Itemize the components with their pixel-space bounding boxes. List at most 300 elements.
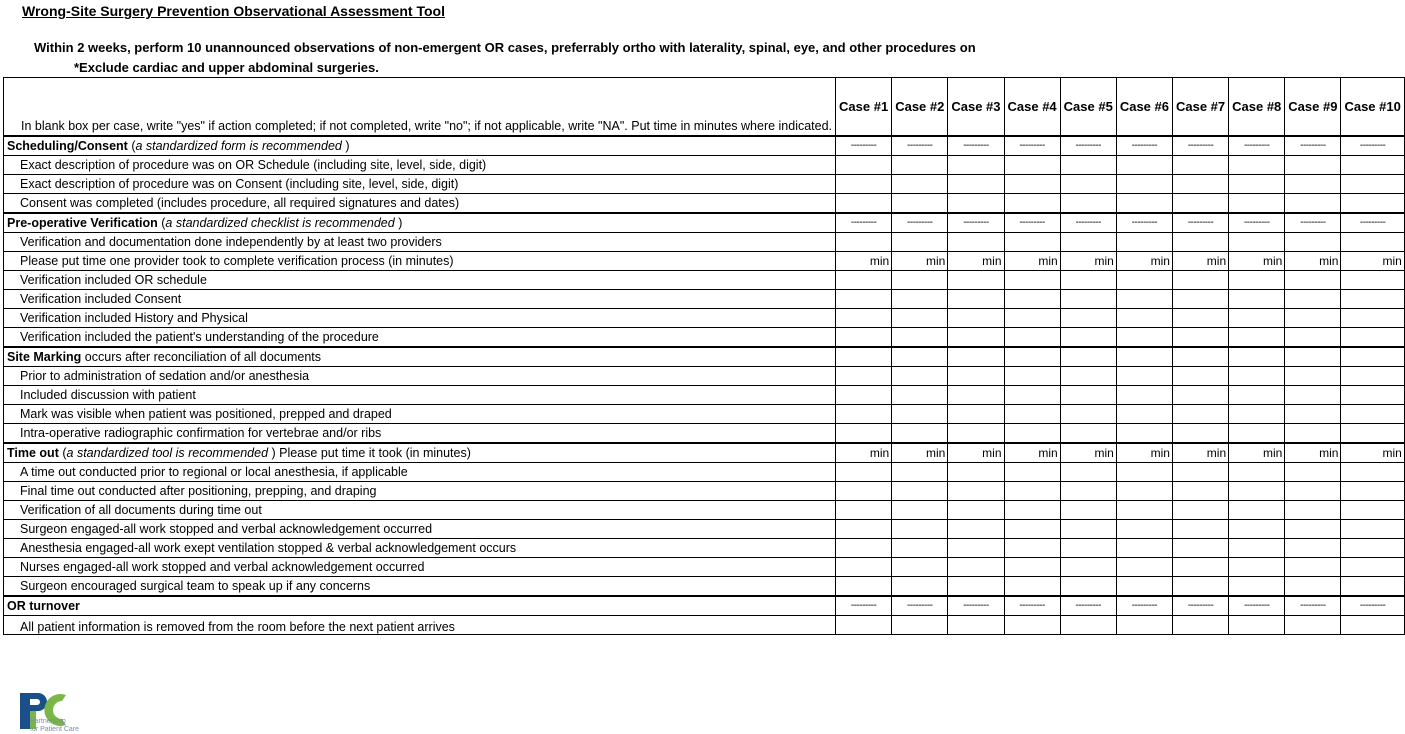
blank-case-cell[interactable]: [1060, 327, 1116, 347]
blank-case-cell[interactable]: [892, 155, 948, 174]
blank-case-cell[interactable]: [1172, 327, 1228, 347]
blank-case-cell[interactable]: [1229, 481, 1285, 500]
item-label: Anesthesia engaged-all work exept ventilation stopped & verbal acknowledgement occurs: [4, 538, 836, 557]
dash-cell: ---------: [1004, 136, 1060, 156]
blank-case-cell[interactable]: [836, 615, 892, 634]
blank-case-cell[interactable]: [948, 174, 1004, 193]
blank-case-cell[interactable]: [1229, 232, 1285, 251]
dash-cell: ---------: [1116, 136, 1172, 156]
blank-case-cell[interactable]: [1229, 557, 1285, 576]
blank-case-cell[interactable]: [948, 347, 1004, 367]
dash-cell: ---------: [1172, 136, 1228, 156]
blank-case-cell[interactable]: [892, 404, 948, 423]
blank-case-cell[interactable]: [1229, 423, 1285, 443]
blank-case-cell[interactable]: [1285, 155, 1341, 174]
logo-text: [30, 718, 79, 734]
blank-case-cell[interactable]: [1229, 404, 1285, 423]
section-note-open: (: [62, 445, 67, 460]
dash-cell: ---------: [1172, 213, 1228, 233]
blank-case-cell[interactable]: [1229, 289, 1285, 308]
blank-case-cell[interactable]: [1285, 385, 1341, 404]
blank-case-cell[interactable]: [1060, 538, 1116, 557]
logo-line-1: Partnership: [30, 718, 66, 725]
blank-case-cell[interactable]: [1341, 347, 1404, 367]
blank-case-cell[interactable]: [1285, 366, 1341, 385]
blank-case-cell[interactable]: [892, 462, 948, 481]
blank-case-cell[interactable]: [1004, 366, 1060, 385]
blank-case-cell[interactable]: [1004, 155, 1060, 174]
blank-case-cell[interactable]: [1285, 289, 1341, 308]
blank-case-cell[interactable]: [1172, 366, 1228, 385]
blank-case-cell[interactable]: [1172, 423, 1228, 443]
blank-case-cell[interactable]: [1172, 289, 1228, 308]
blank-case-cell[interactable]: [836, 385, 892, 404]
min-cell: min: [1341, 443, 1404, 463]
min-cell: min: [1172, 251, 1228, 270]
blank-case-cell[interactable]: [836, 366, 892, 385]
item-label: Surgeon encouraged surgical team to speak up if any concerns: [4, 576, 836, 596]
blank-case-cell[interactable]: [836, 327, 892, 347]
blank-case-cell[interactable]: [1285, 270, 1341, 289]
blank-case-cell[interactable]: [1060, 270, 1116, 289]
dash-cell: ---------: [948, 596, 1004, 616]
blank-case-cell[interactable]: [1285, 347, 1341, 367]
blank-case-cell[interactable]: [1229, 193, 1285, 213]
blank-case-cell[interactable]: [1172, 232, 1228, 251]
blank-case-cell[interactable]: [948, 557, 1004, 576]
blank-case-cell[interactable]: [948, 385, 1004, 404]
blank-case-cell[interactable]: [1004, 500, 1060, 519]
blank-case-cell[interactable]: [1116, 462, 1172, 481]
blank-case-cell[interactable]: [836, 557, 892, 576]
item-row: [4, 155, 1405, 174]
section-note-close: ) Please put time it took (in minutes): [271, 445, 471, 460]
item-row: [4, 576, 1405, 596]
blank-case-cell[interactable]: [1341, 500, 1404, 519]
blank-case-cell[interactable]: [1341, 615, 1404, 634]
blank-case-cell[interactable]: [1116, 519, 1172, 538]
section-title-cell: [4, 136, 836, 156]
blank-case-cell[interactable]: [1116, 481, 1172, 500]
dash-cell: ---------: [948, 213, 1004, 233]
blank-case-cell[interactable]: [1060, 462, 1116, 481]
blank-case-cell[interactable]: [1004, 289, 1060, 308]
blank-case-cell[interactable]: [1116, 232, 1172, 251]
blank-case-cell[interactable]: [1060, 519, 1116, 538]
blank-case-cell[interactable]: [1004, 557, 1060, 576]
blank-case-cell[interactable]: [1229, 308, 1285, 327]
dash-cell: ---------: [1060, 213, 1116, 233]
dash-cell: ---------: [1004, 213, 1060, 233]
blank-case-cell[interactable]: [1060, 289, 1116, 308]
blank-case-cell[interactable]: [1060, 193, 1116, 213]
blank-case-cell[interactable]: [892, 327, 948, 347]
blank-case-cell[interactable]: [1060, 366, 1116, 385]
blank-case-cell[interactable]: [1116, 174, 1172, 193]
dash-cell: ---------: [836, 596, 892, 616]
blank-case-cell[interactable]: [836, 576, 892, 596]
case-header: Case #9: [1285, 78, 1341, 136]
dash-cell: ---------: [1060, 136, 1116, 156]
blank-case-cell[interactable]: [1060, 385, 1116, 404]
item-row: [4, 193, 1405, 213]
blank-case-cell[interactable]: [1116, 423, 1172, 443]
section-row-marking: [4, 347, 1405, 367]
blank-case-cell[interactable]: [1116, 615, 1172, 634]
blank-case-cell[interactable]: [1116, 404, 1172, 423]
blank-case-cell[interactable]: [1229, 174, 1285, 193]
case-header: Case #10: [1341, 78, 1404, 136]
case-header: Case #1: [836, 78, 892, 136]
item-label: Included discussion with patient: [4, 385, 836, 404]
blank-case-cell[interactable]: [1341, 270, 1404, 289]
item-label: Final time out conducted after positioning, prepping, and draping: [4, 481, 836, 500]
blank-case-cell[interactable]: [1341, 404, 1404, 423]
blank-case-cell[interactable]: [1060, 174, 1116, 193]
blank-case-cell[interactable]: [1341, 289, 1404, 308]
blank-case-cell[interactable]: [1172, 500, 1228, 519]
dash-cell: ---------: [1285, 213, 1341, 233]
blank-case-cell[interactable]: [1116, 576, 1172, 596]
blank-case-cell[interactable]: [1172, 193, 1228, 213]
min-cell: min: [1116, 443, 1172, 463]
min-cell: min: [948, 251, 1004, 270]
blank-case-cell[interactable]: [1172, 481, 1228, 500]
blank-case-cell[interactable]: [892, 500, 948, 519]
min-cell: min: [1060, 251, 1116, 270]
blank-case-cell[interactable]: [948, 155, 1004, 174]
blank-case-cell[interactable]: [1341, 308, 1404, 327]
item-row: [4, 500, 1405, 519]
blank-case-cell[interactable]: [1285, 615, 1341, 634]
blank-case-cell[interactable]: [892, 270, 948, 289]
blank-case-cell[interactable]: [1229, 462, 1285, 481]
blank-case-cell[interactable]: [1004, 615, 1060, 634]
blank-case-cell[interactable]: [1341, 538, 1404, 557]
blank-case-cell[interactable]: [1341, 462, 1404, 481]
blank-case-cell[interactable]: [892, 289, 948, 308]
blank-case-cell[interactable]: [836, 232, 892, 251]
blank-case-cell[interactable]: [948, 232, 1004, 251]
min-cell: min: [1229, 443, 1285, 463]
blank-case-cell[interactable]: [1004, 404, 1060, 423]
blank-case-cell[interactable]: [1285, 557, 1341, 576]
blank-case-cell[interactable]: [1229, 366, 1285, 385]
blank-case-cell[interactable]: [1004, 538, 1060, 557]
blank-case-cell[interactable]: [836, 462, 892, 481]
blank-case-cell[interactable]: [836, 289, 892, 308]
instructions-line-2: *Exclude cardiac and upper abdominal surgeries.: [74, 60, 379, 75]
blank-case-cell[interactable]: [1341, 576, 1404, 596]
item-label: Verification included the patient's understanding of the procedure: [4, 327, 836, 347]
blank-case-cell[interactable]: [948, 366, 1004, 385]
blank-case-cell[interactable]: [1116, 385, 1172, 404]
blank-case-cell[interactable]: [1285, 232, 1341, 251]
blank-case-cell[interactable]: [1004, 481, 1060, 500]
blank-case-cell[interactable]: [1116, 308, 1172, 327]
blank-case-cell[interactable]: [1060, 347, 1116, 367]
blank-case-cell[interactable]: [1285, 404, 1341, 423]
section-note: a standardized checklist is recommended: [165, 215, 395, 230]
min-cell: min: [1116, 251, 1172, 270]
blank-case-cell[interactable]: [1172, 270, 1228, 289]
blank-case-cell[interactable]: [1229, 519, 1285, 538]
blank-case-cell[interactable]: [1004, 232, 1060, 251]
dash-cell: ---------: [1285, 136, 1341, 156]
blank-case-cell[interactable]: [1341, 174, 1404, 193]
blank-case-cell[interactable]: [1285, 423, 1341, 443]
blank-case-cell[interactable]: [1172, 538, 1228, 557]
blank-case-cell[interactable]: [1285, 193, 1341, 213]
blank-case-cell[interactable]: [948, 481, 1004, 500]
blank-case-cell[interactable]: [1172, 576, 1228, 596]
blank-case-cell[interactable]: [836, 423, 892, 443]
blank-case-cell[interactable]: [1172, 462, 1228, 481]
min-cell: min: [836, 251, 892, 270]
dash-cell: ---------: [1060, 596, 1116, 616]
blank-case-cell[interactable]: [948, 615, 1004, 634]
blank-case-cell[interactable]: [1229, 327, 1285, 347]
blank-case-cell[interactable]: [948, 270, 1004, 289]
blank-case-cell[interactable]: [1004, 193, 1060, 213]
dash-cell: ---------: [1229, 213, 1285, 233]
section-title: Site Marking: [7, 349, 82, 364]
blank-case-cell[interactable]: [1341, 557, 1404, 576]
blank-case-cell[interactable]: [892, 193, 948, 213]
min-cell: min: [1229, 251, 1285, 270]
section-title: OR turnover: [7, 598, 80, 613]
blank-case-cell[interactable]: [1004, 327, 1060, 347]
blank-case-cell[interactable]: [1172, 519, 1228, 538]
blank-case-cell[interactable]: [836, 347, 892, 367]
blank-case-cell[interactable]: [1060, 557, 1116, 576]
item-label: Surgeon engaged-all work stopped and verbal acknowledgement occurred: [4, 519, 836, 538]
blank-case-cell[interactable]: [1341, 327, 1404, 347]
blank-case-cell[interactable]: [1060, 576, 1116, 596]
blank-case-cell[interactable]: [1341, 385, 1404, 404]
blank-case-cell[interactable]: [1285, 462, 1341, 481]
blank-case-cell[interactable]: [1004, 462, 1060, 481]
blank-case-cell[interactable]: [1285, 538, 1341, 557]
blank-case-cell[interactable]: [892, 308, 948, 327]
blank-case-cell[interactable]: [1004, 347, 1060, 367]
blank-case-cell[interactable]: [836, 500, 892, 519]
blank-case-cell[interactable]: [1229, 155, 1285, 174]
blank-case-cell[interactable]: [1285, 500, 1341, 519]
blank-case-cell[interactable]: [948, 308, 1004, 327]
blank-case-cell[interactable]: [836, 155, 892, 174]
case-header: Case #6: [1116, 78, 1172, 136]
blank-case-cell[interactable]: [948, 327, 1004, 347]
section-note: a standardized tool is recommended: [66, 445, 269, 460]
item-row: [4, 327, 1405, 347]
min-cell: min: [892, 443, 948, 463]
blank-case-cell[interactable]: [1285, 576, 1341, 596]
blank-case-cell[interactable]: [1172, 155, 1228, 174]
item-label: Nurses engaged-all work stopped and verbal acknowledgement occurred: [4, 557, 836, 576]
min-cell: min: [892, 251, 948, 270]
blank-case-cell[interactable]: [1285, 327, 1341, 347]
blank-case-cell[interactable]: [1004, 270, 1060, 289]
blank-case-cell[interactable]: [1116, 366, 1172, 385]
section-title-cell: [4, 443, 836, 463]
section-note-open: (: [131, 138, 136, 153]
blank-case-cell[interactable]: [1060, 404, 1116, 423]
blank-case-cell[interactable]: [1116, 289, 1172, 308]
blank-case-cell[interactable]: [1172, 174, 1228, 193]
blank-case-cell[interactable]: [1116, 155, 1172, 174]
blank-case-cell[interactable]: [1229, 615, 1285, 634]
blank-case-cell[interactable]: [1116, 500, 1172, 519]
blank-case-cell[interactable]: [948, 500, 1004, 519]
blank-case-cell[interactable]: [1229, 576, 1285, 596]
blank-case-cell[interactable]: [1172, 404, 1228, 423]
dash-cell: ---------: [1116, 596, 1172, 616]
blank-case-cell[interactable]: [1116, 193, 1172, 213]
blank-case-cell[interactable]: [948, 519, 1004, 538]
item-row: [4, 538, 1405, 557]
blank-case-cell[interactable]: [1116, 557, 1172, 576]
blank-case-cell[interactable]: [948, 462, 1004, 481]
dash-cell: ---------: [1172, 596, 1228, 616]
blank-case-cell[interactable]: [1172, 385, 1228, 404]
blank-case-cell[interactable]: [1172, 308, 1228, 327]
blank-case-cell[interactable]: [948, 423, 1004, 443]
blank-case-cell[interactable]: [948, 289, 1004, 308]
blank-case-cell[interactable]: [948, 538, 1004, 557]
blank-case-cell[interactable]: [1172, 557, 1228, 576]
blank-case-cell[interactable]: [1285, 481, 1341, 500]
case-header: Case #3: [948, 78, 1004, 136]
blank-case-cell[interactable]: [1116, 538, 1172, 557]
blank-case-cell[interactable]: [1116, 327, 1172, 347]
item-row: [4, 366, 1405, 385]
blank-case-cell[interactable]: [836, 481, 892, 500]
item-label: Exact description of procedure was on Consent (including site, level, side, digit): [4, 174, 836, 193]
item-label: Consent was completed (includes procedure, all required signatures and dates): [4, 193, 836, 213]
section-note-close: ): [398, 215, 403, 230]
blank-case-cell[interactable]: [836, 193, 892, 213]
blank-case-cell[interactable]: [1229, 500, 1285, 519]
blank-case-cell[interactable]: [836, 270, 892, 289]
blank-case-cell[interactable]: [1341, 519, 1404, 538]
blank-case-cell[interactable]: [1341, 366, 1404, 385]
blank-case-cell[interactable]: [1285, 308, 1341, 327]
blank-case-cell[interactable]: [1116, 270, 1172, 289]
blank-case-cell[interactable]: [892, 557, 948, 576]
blank-case-cell[interactable]: [836, 538, 892, 557]
blank-case-cell[interactable]: [948, 576, 1004, 596]
blank-case-cell[interactable]: [1060, 155, 1116, 174]
section-row-timeout: [4, 443, 1405, 463]
blank-case-cell[interactable]: [1341, 232, 1404, 251]
min-cell: min: [836, 443, 892, 463]
section-title: Scheduling/Consent: [7, 138, 128, 153]
blank-case-cell[interactable]: [892, 423, 948, 443]
blank-case-cell[interactable]: [1060, 615, 1116, 634]
blank-case-cell[interactable]: [1116, 347, 1172, 367]
case-header: Case #8: [1229, 78, 1285, 136]
blank-case-cell[interactable]: [1229, 538, 1285, 557]
item-row: [4, 615, 1405, 634]
blank-case-cell[interactable]: [948, 193, 1004, 213]
item-row: [4, 251, 1405, 270]
blank-case-cell[interactable]: [892, 519, 948, 538]
instruction-cell: In blank box per case, write "yes" if action completed; if not completed, write "no"; if not applicable, write "NA". Put time in minutes where indicated.: [4, 78, 836, 136]
item-row: [4, 423, 1405, 443]
item-row: [4, 519, 1405, 538]
blank-case-cell[interactable]: [1004, 385, 1060, 404]
blank-case-cell[interactable]: [1060, 423, 1116, 443]
blank-case-cell[interactable]: [1341, 423, 1404, 443]
blank-case-cell[interactable]: [892, 347, 948, 367]
blank-case-cell[interactable]: [892, 174, 948, 193]
blank-case-cell[interactable]: [1285, 519, 1341, 538]
dash-cell: ---------: [1229, 596, 1285, 616]
blank-case-cell[interactable]: [836, 404, 892, 423]
case-header: Case #7: [1172, 78, 1228, 136]
blank-case-cell[interactable]: [892, 232, 948, 251]
dash-cell: ---------: [892, 213, 948, 233]
blank-case-cell[interactable]: [1004, 519, 1060, 538]
blank-case-cell[interactable]: [1341, 193, 1404, 213]
dash-cell: ---------: [948, 136, 1004, 156]
case-header: Case #2: [892, 78, 948, 136]
dash-cell: ---------: [1341, 213, 1404, 233]
blank-case-cell[interactable]: [836, 308, 892, 327]
blank-case-cell[interactable]: [836, 519, 892, 538]
blank-case-cell[interactable]: [1229, 347, 1285, 367]
blank-case-cell[interactable]: [892, 576, 948, 596]
blank-case-cell[interactable]: [1285, 174, 1341, 193]
blank-case-cell[interactable]: [836, 174, 892, 193]
instructions-line-1: Within 2 weeks, perform 10 unannounced observations of non-emergent OR cases, preferrably ortho with laterality, spinal, eye, and other procedures on: [34, 40, 976, 55]
blank-case-cell[interactable]: [1004, 308, 1060, 327]
blank-case-cell[interactable]: [1229, 270, 1285, 289]
blank-case-cell[interactable]: [892, 385, 948, 404]
blank-case-cell[interactable]: [1172, 615, 1228, 634]
min-cell: min: [1285, 443, 1341, 463]
blank-case-cell[interactable]: [1060, 481, 1116, 500]
item-label: Please put time one provider took to complete verification process (in minutes): [4, 251, 836, 270]
dash-cell: ---------: [1341, 596, 1404, 616]
blank-case-cell[interactable]: [892, 366, 948, 385]
blank-case-cell[interactable]: [892, 615, 948, 634]
dash-cell: ---------: [892, 596, 948, 616]
blank-case-cell[interactable]: [1172, 347, 1228, 367]
blank-case-cell[interactable]: [892, 538, 948, 557]
blank-case-cell[interactable]: [892, 481, 948, 500]
logo-line-2: for Patient Care: [30, 726, 80, 733]
blank-case-cell[interactable]: [1341, 481, 1404, 500]
blank-case-cell[interactable]: [1229, 385, 1285, 404]
blank-case-cell[interactable]: [1004, 174, 1060, 193]
item-row: [4, 308, 1405, 327]
blank-case-cell[interactable]: [948, 404, 1004, 423]
section-note-close: ): [345, 138, 350, 153]
item-label: Mark was visible when patient was positioned, prepped and draped: [4, 404, 836, 423]
blank-case-cell[interactable]: [1004, 576, 1060, 596]
blank-case-cell[interactable]: [1341, 155, 1404, 174]
blank-case-cell[interactable]: [1060, 500, 1116, 519]
blank-case-cell[interactable]: [1004, 423, 1060, 443]
item-row: [4, 232, 1405, 251]
item-row: [4, 289, 1405, 308]
blank-case-cell[interactable]: [1060, 232, 1116, 251]
blank-case-cell[interactable]: [1060, 308, 1116, 327]
min-cell: min: [1060, 443, 1116, 463]
item-row: [4, 174, 1405, 193]
